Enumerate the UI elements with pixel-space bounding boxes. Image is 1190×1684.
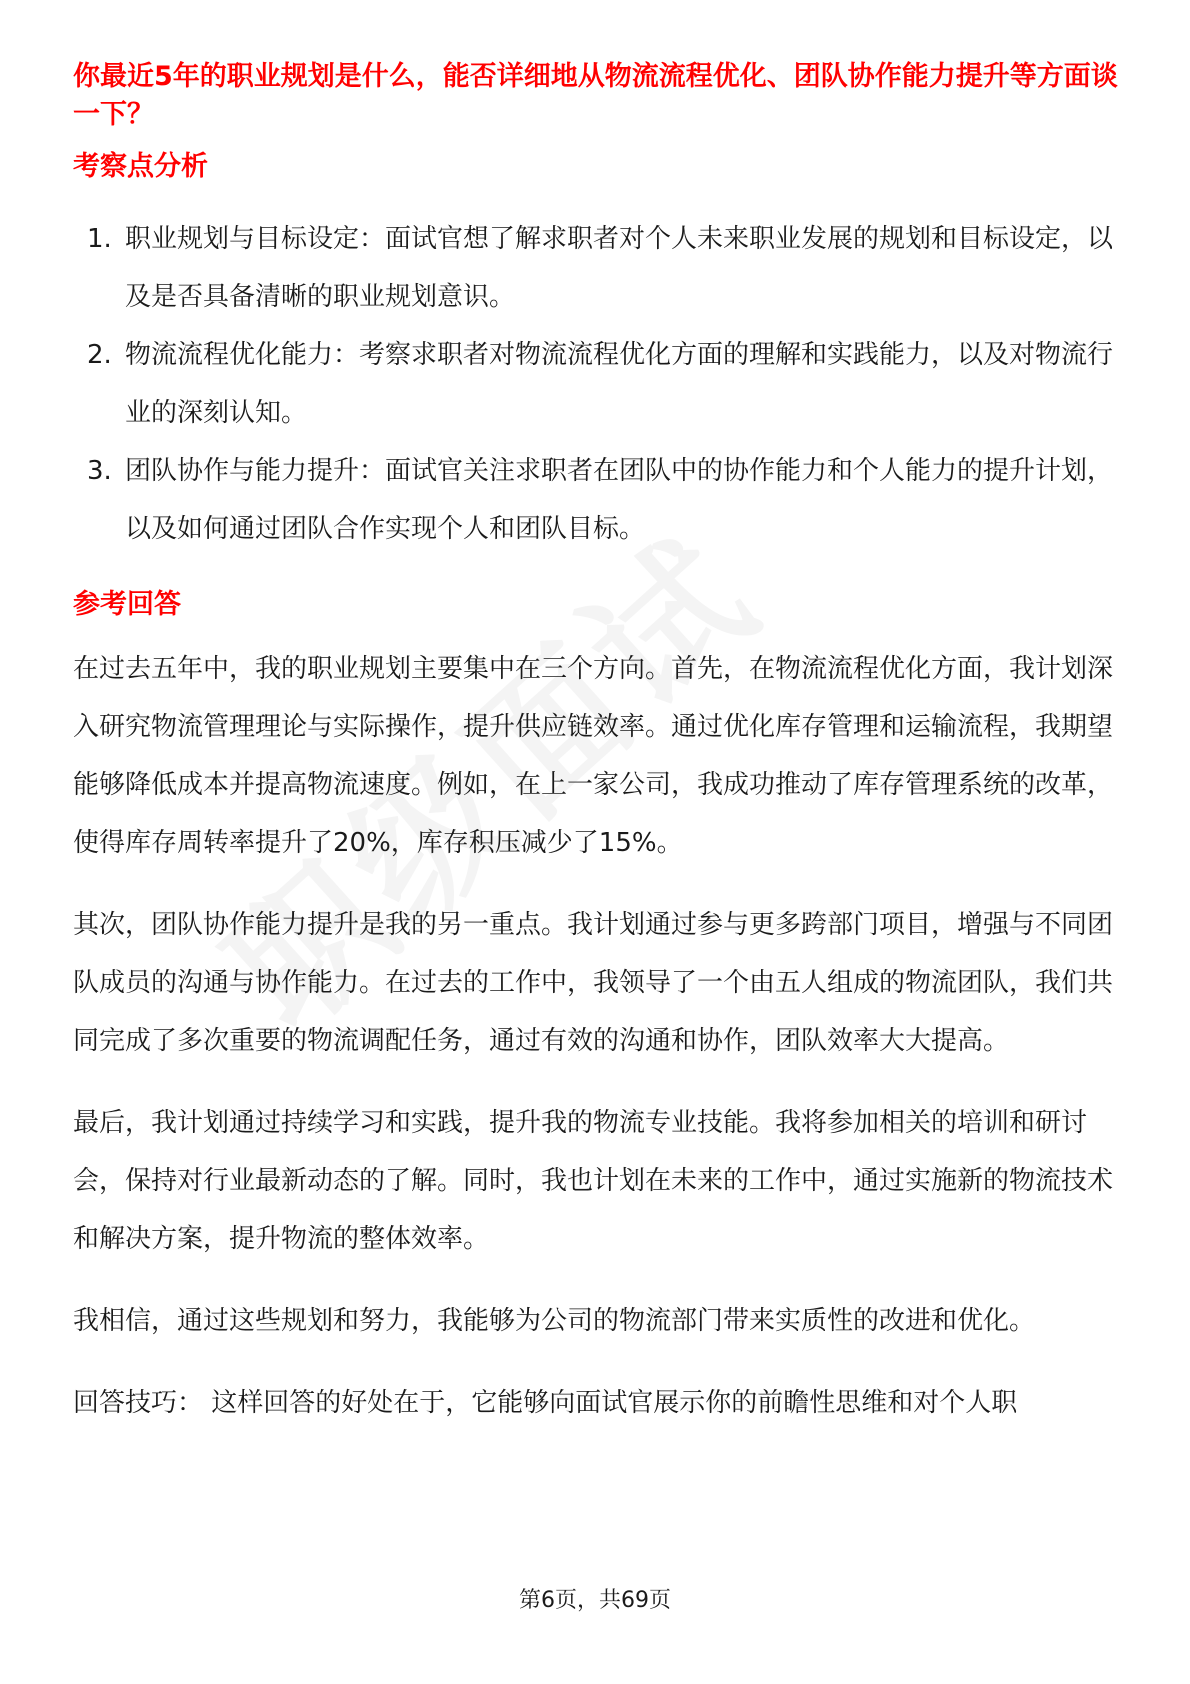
document-page xyxy=(73,58,1118,1432)
answer-paragraph: 其次，团队协作能力提升是我的另一重点。我计划通过参与更多跨部门项目，增强与不同团队成员的沟通与协作能力。在过去的工作中，我领导了一个由五人组成的物流团队，我们共同完成了多次重要的物流调配任务，通过有效的沟通和协作，团队效率大大提高。 xyxy=(73,910,1114,1056)
question-title: 你最近5年的职业规划是什么，能否详细地从物流流程优化、团队协作能力提升等方面谈一下？ xyxy=(73,61,1118,130)
analysis-item-text: 团队协作与能力提升：面试官关注求职者在团队中的协作能力和个人能力的提升计划，以及如何通过团队合作实现个人和团队目标。 xyxy=(125,456,1114,544)
answer-tips: 回答技巧： 这样回答的好处在于，它能够向面试官展示你的前瞻性思维和对个人职 xyxy=(73,1388,1018,1418)
analysis-item xyxy=(87,326,1118,442)
analysis-item-text: 物流流程优化能力：考察求职者对物流流程优化方面的理解和实践能力，以及对物流行业的深刻认知。 xyxy=(125,340,1114,428)
analysis-list xyxy=(73,210,1118,558)
analysis-heading: 考察点分析 xyxy=(73,151,208,182)
page-number: 第6页，共69页 xyxy=(519,1588,671,1613)
analysis-item-text: 职业规划与目标设定：面试官想了解求职者对个人未来职业发展的规划和目标设定，以及是否具备清晰的职业规划意识。 xyxy=(125,224,1114,312)
analysis-item-number: 2. xyxy=(87,340,112,370)
answer-heading: 参考回答 xyxy=(73,589,181,620)
answer-paragraph: 我相信，通过这些规划和努力，我能够为公司的物流部门带来实质性的改进和优化。 xyxy=(73,1306,1036,1336)
answer-paragraph: 最后，我计划通过持续学习和实践，提升我的物流专业技能。我将参加相关的培训和研讨会，保持对行业最新动态的了解。同时，我也计划在未来的工作中，通过实施新的物流技术和解决方案，提升物流的整体效率。 xyxy=(73,1108,1114,1254)
analysis-item xyxy=(87,442,1118,558)
answer-paragraph: 在过去五年中，我的职业规划主要集中在三个方向。首先，在物流流程优化方面，我计划深入研究物流管理理论与实际操作，提升供应链效率。通过优化库存管理和运输流程，我期望能够降低成本并提高物流速度。例如，在上一家公司，我成功推动了库存管理系统的改革，使得库存周转率提升了20%，库存积压减少了15%。 xyxy=(73,654,1114,858)
analysis-item xyxy=(87,210,1118,326)
analysis-item-number: 1. xyxy=(87,224,112,254)
analysis-item-number: 3. xyxy=(87,456,112,486)
